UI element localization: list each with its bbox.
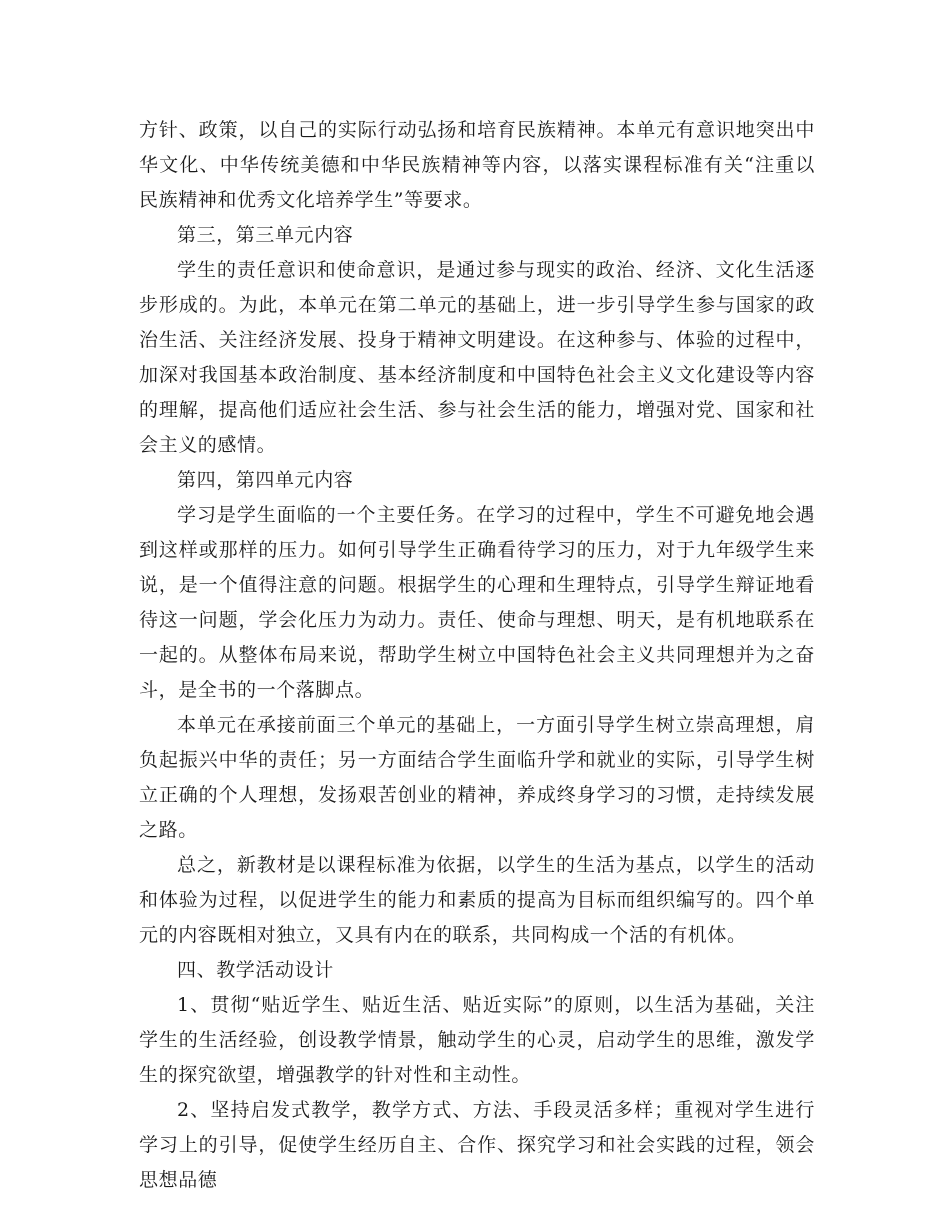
paragraph-unit-four-pressure: 学习是学生面临的一个主要任务。在学习的过程中，学生不可避免地会遇到这样或那样的压力。如何引导学生正确看待学习的压力，对于九年级学生来说，是一个值得注意的问题。根据学生的心理和生理特点，引导学生辩证地看待这一问题，学会化压力为动力。责任、使命与理想、明天，是有机地联系在一起的。从整体布局来说，帮助学生树立中国特色社会主义共同理想并为之奋斗，是全书的一个落脚点。	[139, 504, 815, 701]
section-heading-teaching-design: 四、教学活动设计	[177, 959, 334, 981]
paragraph-continuation: 方针、政策，以自己的实际行动弘扬和培育民族精神。本单元有意识地突出中华文化、中华传统美德和中华民族精神等内容，以落实课程标准有关“注重以民族精神和优秀文化培养学生”等要求。	[139, 119, 815, 211]
paragraph-design-item-2: 2、坚持启发式教学，教学方式、方法、手段灵活多样；重视对学生进行学习上的引导，促使学生经历自主、合作、探究学习和社会实践的过程，领会思想品德	[139, 1099, 815, 1191]
section-heading-unit-three: 第三，第三单元内容	[177, 224, 354, 246]
section-heading-unit-four: 第四，第四单元内容	[177, 469, 354, 491]
paragraph-design-item-1: 1、贯彻“贴近学生、贴近生活、贴近实际”的原则，以生活为基础，关注学生的生活经验，创设教学情景，触动学生的心灵，启动学生的思维，激发学生的探究欲望，增强教学的针对性和主动性。	[139, 994, 815, 1086]
paragraph-summary: 总之，新教材是以课程标准为依据，以学生的生活为基点，以学生的活动和体验为过程，以促进学生的能力和素质的提高为目标而组织编写的。四个单元的内容既相对独立，又具有内在的联系，共同构成一个活的有机体。	[139, 854, 815, 946]
paragraph-unit-four-ideals: 本单元在承接前面三个单元的基础上，一方面引导学生树立崇高理想，肩负起振兴中华的责任；另一方面结合学生面临升学和就业的实际，引导学生树立正确的个人理想，发扬艰苦创业的精神，养成终身学习的习惯，走持续发展之路。	[139, 714, 815, 841]
paragraph-unit-three: 学生的责任意识和使命意识，是通过参与现实的政治、经济、文化生活逐步形成的。为此，本单元在第二单元的基础上，进一步引导学生参与国家的政治生活、关注经济发展、投身于精神文明建设。在这种参与、体验的过程中，加深对我国基本政治制度、基本经济制度和中国特色社会主义文化建设等内容的理解，提高他们适应社会生活、参与社会生活的能力，增强对党、国家和社会主义的感情。	[139, 259, 815, 456]
document-body	[139, 113, 815, 1198]
